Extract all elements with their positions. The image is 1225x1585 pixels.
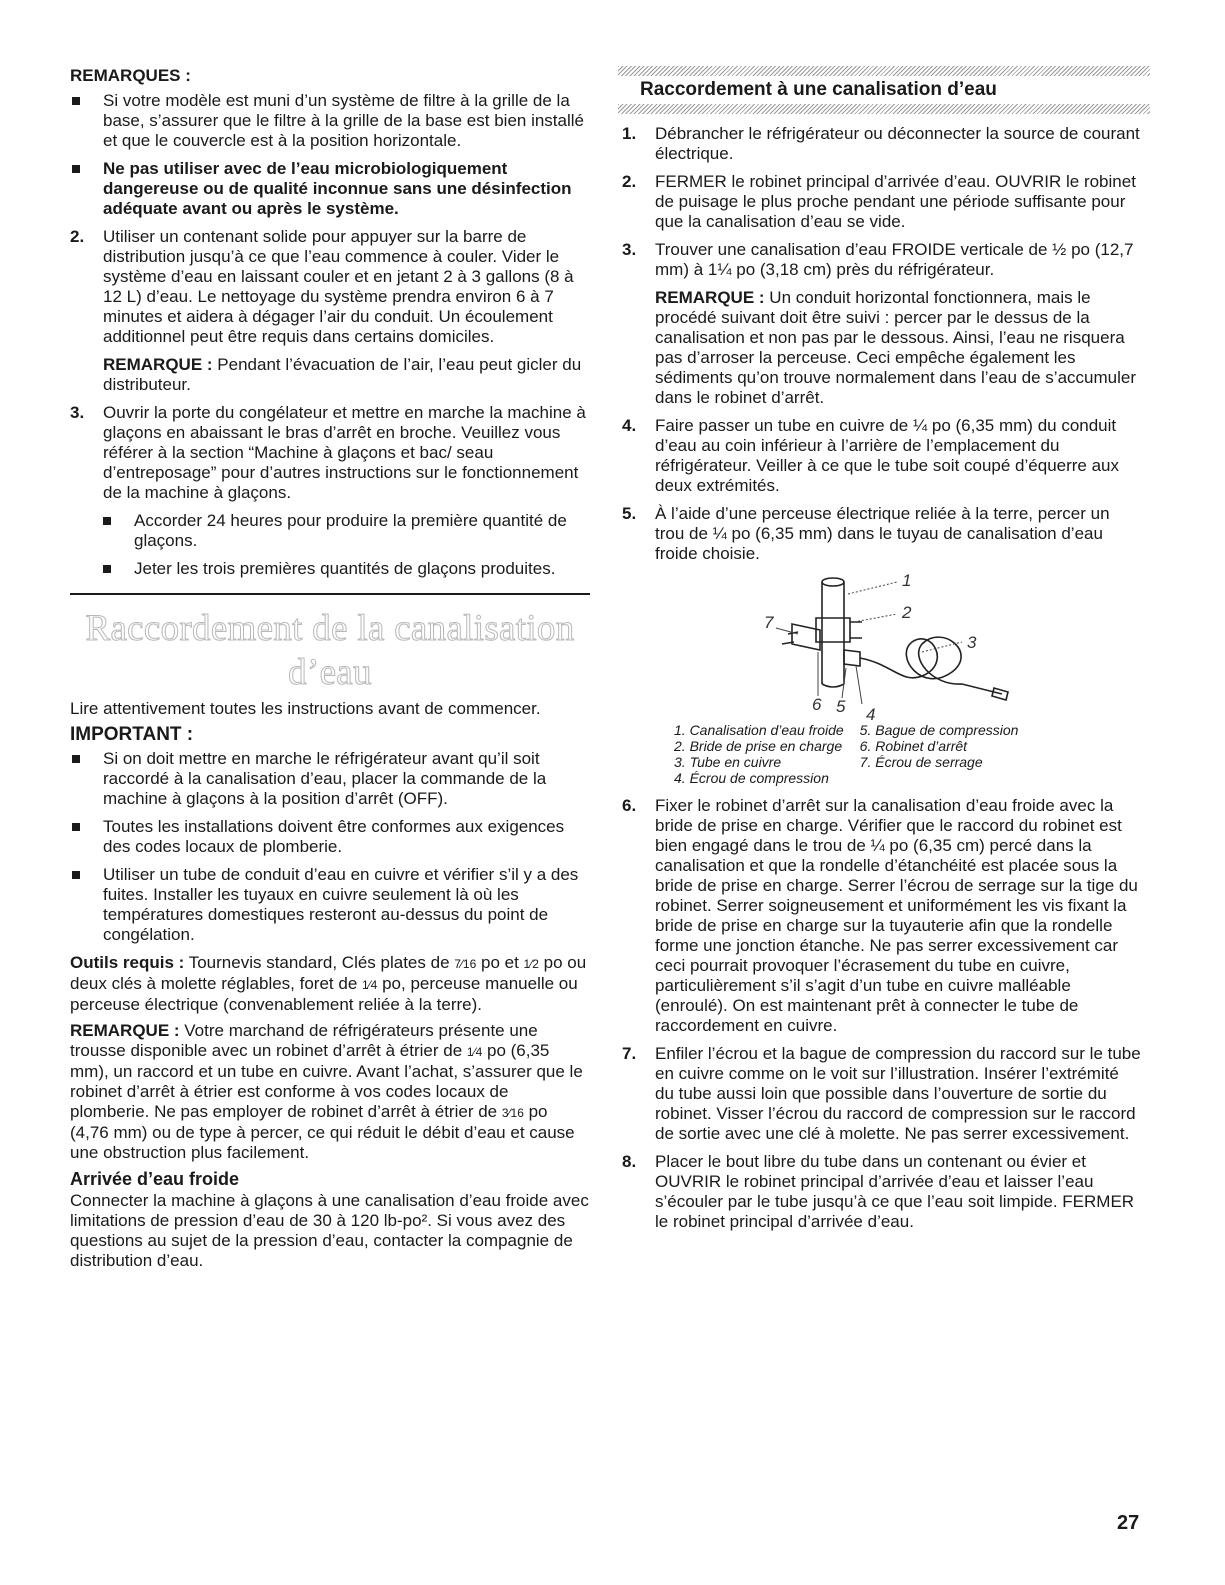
legend-item-4: 4. Écrou de compression: [674, 770, 829, 786]
step-4-text: Faire passer un tube en cuivre de ¼ po (6,35 mm) du conduit d’eau au coin inférieur à l’arrière de l’emplacement du réfrigérateur. Veiller à ce que le tube soit coupé d’équerre aux deux extrémités.: [655, 416, 1120, 495]
leader-2: [854, 614, 897, 622]
leader-7: [776, 628, 798, 634]
cold-water-heading: Arrivée d’eau froide: [70, 1169, 240, 1189]
cold-water-text: Connecter la machine à glaçons à une canalisation d’eau froide avec limitations de pression d’eau de 30 à 120 lb-po². Si vous avez des questions au sujet de la pression d’eau, contacter la compagnie de distribution d’eau.: [70, 1191, 589, 1270]
important-bullet-3: Utiliser un tube de conduit d’eau en cuivre et vérifier s’il y a des fuites. Installer les tuyaux en cuivre seulement là où les températures domestiques resteront au-dessus du point de congélation.: [70, 865, 590, 945]
step-2: [622, 172, 1142, 232]
step-3-sub-bullet-2: Jeter les trois premières quantités de glaçons produites.: [101, 559, 590, 579]
legend-item-3: 3. Tube en cuivre: [674, 754, 782, 770]
step-6-number: 6.: [622, 796, 637, 815]
step-2-note-text: Pendant l’évacuation de l’air, l’eau peut gicler du distributeur.: [103, 355, 582, 394]
legend-item-1: 1. Canalisation d’eau froide: [674, 722, 844, 738]
step-3-note-label: REMARQUE :: [655, 288, 765, 307]
step-1: [622, 124, 1142, 164]
step-1-text: Débrancher le réfrigérateur ou déconnecter la source de courant électrique.: [655, 124, 1140, 163]
step-2-number: 2.: [70, 227, 85, 246]
kit-note: [70, 1021, 590, 1163]
step-3-number: 3.: [622, 240, 637, 259]
remarque-bullet-filter: Si votre modèle est muni d’un système de filtre à la grille de la base, s’assurer que le filtre à la grille de la base est bien installé et que le couvercle est à la position horizontale.: [70, 91, 590, 151]
kit-note-label: REMARQUE :: [70, 1021, 180, 1040]
step-5-text: À l’aide d’une perceuse électrique reliée à la terre, percer un trou de ¼ po (6,35 mm) dans le tuyau de canalisation d’eau froide choisie.: [655, 504, 1110, 563]
step-2-note-label: REMARQUE :: [103, 355, 213, 374]
callout-3: 3: [967, 633, 977, 652]
section-title: Raccordement de la canalisation d’eau: [85, 608, 575, 693]
page-number: 27: [1117, 1512, 1140, 1534]
kit-text-b: po (6,35 mm), un raccord et un tube en cuivre. Avant l’achat, s’assurer que le robinet d’arrêt à étrier est conforme à vos codes locaux de plomberie. Ne pas employer de robinet d’arrêt à étrier de: [70, 1041, 583, 1121]
step-3-note-text: Un conduit horizontal fonctionnera, mais le procédé suivant doit être suivi : percer par le dessus de la canalisation et non pas par le dessous. Ainsi, l’eau ne risquera pas d’arroser la perceuse. Ceci empêche également les sédiments qu’on trouve normalement dans l’eau de s’accumuler dans le robinet d’arrêt.: [655, 288, 1136, 407]
tools-required: [70, 953, 590, 1015]
legend-item-5: 5. Bague de compression: [859, 722, 1019, 738]
legend-item-6: 6. Robinet d’arrêt: [859, 738, 968, 754]
tools-text-b: po et: [476, 953, 524, 972]
tools-text-c: po ou deux clés à molette réglables, foret de: [70, 953, 587, 993]
step-3-sub-bullet-1: Accorder 24 heures pour produire la première quantité de glaçons.: [101, 511, 590, 551]
step-6: [622, 796, 1142, 1036]
important-bullet-1: Si on doit mettre en marche le réfrigérateur avant qu’il soit raccordé à la canalisation d’eau, placer la commande de la machine à glaçons à la position d’arrêt (OFF).: [70, 749, 590, 809]
callout-6: 6: [812, 695, 822, 714]
step-4-number: 4.: [622, 416, 637, 435]
remarque-bullet-warning: Ne pas utiliser avec de l’eau microbiologiquement dangereuse ou de qualité inconnue sans une désinfection adéquate avant ou après le système.: [70, 159, 590, 219]
leader-4: [856, 666, 862, 704]
leader-3: [922, 642, 962, 652]
important-bullet-2: Toutes les installations doivent être conformes aux exigences des codes locaux de plomberie.: [70, 817, 590, 857]
tools-fraction-2: 1⁄2: [523, 957, 539, 971]
step-5-number: 5.: [622, 504, 637, 523]
section-hatch-bottom: [618, 104, 1150, 114]
legend-col-1: [674, 722, 844, 786]
step-5: [622, 504, 1142, 564]
tools-text-d: po, perceuse manuelle ou perceuse électrique (convenablement reliée à la terre).: [70, 974, 578, 1014]
step-3: [622, 240, 1142, 280]
intro-text: Lire attentivement toutes les instructions avant de commencer.: [70, 699, 541, 718]
kit-fraction-2: 3⁄16: [501, 1106, 524, 1120]
callout-4: 4: [866, 705, 876, 722]
step-2-note: [70, 355, 590, 395]
step-7: [622, 1044, 1142, 1144]
step-7-number: 7.: [622, 1044, 637, 1063]
legend-item-7: 7. Écrou de serrage: [859, 754, 983, 770]
left-column: [70, 66, 590, 1277]
step-2: [70, 227, 590, 347]
kit-text-c: po (4,76 mm) ou de type à percer, ce qui réduit le débit d’eau et cause une obstruction plus facilement.: [70, 1102, 575, 1162]
legend-col-2: [860, 722, 1019, 786]
remarques-heading: REMARQUES :: [70, 66, 191, 85]
legend-item-2: 2. Bride de prise en charge: [674, 738, 843, 754]
callout-7: 7: [764, 613, 774, 632]
callout-2: 2: [902, 603, 912, 622]
leader-1: [848, 582, 897, 594]
step-7-text: Enfiler l’écrou et la bague de compression du raccord sur le tube en cuivre comme on le voit sur l’illustration. Insérer l’extrémité du tube aussi loin que possible dans l’ouverture de sortie du robinet. Visser l’écrou du raccord de compression sur le raccord de sortie avec une clé à molette. Ne pas serrer excessivement.: [655, 1044, 1141, 1143]
step-1-number: 1.: [622, 124, 637, 143]
tools-label: Outils requis :: [70, 953, 185, 972]
step-3-number: 3.: [70, 403, 85, 422]
tools-fraction-3: 1⁄4: [362, 978, 378, 992]
valve-diagram: [622, 572, 1142, 722]
water-line-heading: Raccordement à une canalisation d’eau: [640, 79, 997, 100]
step-3-note: [622, 288, 1142, 408]
step-3-text: Trouver une canalisation d’eau FROIDE verticale de ½ po (12,7 mm) à 1¼ po (3,18 cm) près du réfrigérateur.: [655, 240, 1134, 279]
step-2-text: FERMER le robinet principal d’arrivée d’eau. OUVRIR le robinet de puisage le plus proche pendant une période suffisante pour que la canalisation d’eau se vide.: [655, 172, 1136, 231]
step-8: [622, 1152, 1142, 1232]
tools-text-a: Tournevis standard, Clés plates de: [184, 953, 455, 972]
step-2-number: 2.: [622, 172, 637, 191]
kit-text-a: Votre marchand de réfrigérateurs présente une trousse disponible avec un robinet d’arrêt à étrier de: [70, 1021, 538, 1060]
step-3: [70, 403, 590, 503]
figure-legend: [674, 722, 1142, 786]
step-8-text: Placer le bout libre du tube dans un contenant ou évier et OUVRIR le robinet principal d’arrivée d’eau et laisser l’eau s’écouler par le tube jusqu’à ce que l’eau soit limpide. FERMER le robinet principal d’arrivée d’eau.: [655, 1152, 1135, 1231]
section-hatch-top: [618, 66, 1150, 76]
important-heading: IMPORTANT :: [70, 724, 194, 745]
valve-illustration: [622, 572, 1142, 722]
step-4: [622, 416, 1142, 496]
callout-1: 1: [902, 572, 912, 590]
step-6-text: Fixer le robinet d’arrêt sur la canalisation d’eau froide avec la bride de prise en charge. Vérifier que le raccord du robinet est bien engagé dans le trou de ¼ po (6,35 cm) percé dans la canalisation et que la rondelle d’étanchéité est placée sous la bride de prise en charge. Serrer l’écrou de serrage sur la tige du robinet. Serrer soigneusement et uniformément les vis fixant la bride de prise en charge sur la tuyauterie afin que la rondelle forme une jonction étanche. Ne pas serrer excessivement car ceci pourrait provoquer l’écrasement du tube en cuivre, particulièrement s’il s’agit d’un tube en cuivre malléable (enroulé). On est maintenant prêt à connecter le tube de raccordement en cuivre.: [655, 796, 1138, 1035]
step-2-text: Utiliser un contenant solide pour appuyer sur la barre de distribution jusqu’à ce que l’eau commence à couler. Vider le système d’eau en laissant couler et en jetant 2 à 3 gallons (8 à 12 L) d’eau. Le nettoyage du système prendra environ 6 à 7 minutes et aidera à dégager l’air du conduit. Un écoulement additionnel peut être requis dans certains domiciles.: [103, 227, 574, 346]
step-8-number: 8.: [622, 1152, 637, 1171]
tools-fraction-1: 7⁄16: [454, 957, 477, 971]
right-column: [622, 66, 1142, 1240]
section-divider: [70, 593, 590, 595]
kit-fraction-1: 1⁄4: [466, 1045, 483, 1059]
callout-5: 5: [836, 697, 846, 716]
step-3-text: Ouvrir la porte du congélateur et mettre en marche la machine à glaçons en abaissant le bras d’arrêt en broche. Veuillez vous référer à la section “Machine à glaçons et bac/ seau d’entreposage” pour d’autres instructions sur le fonctionnement de la machine à glaçons.: [103, 403, 586, 502]
